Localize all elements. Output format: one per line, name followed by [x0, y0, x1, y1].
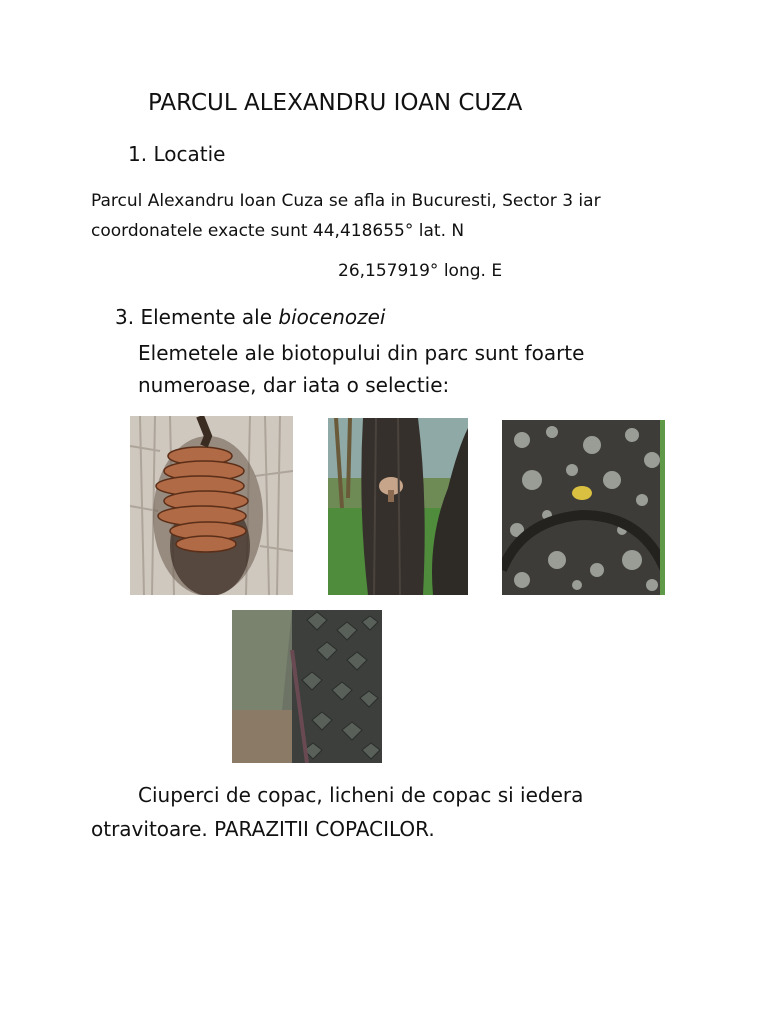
- photo-tree-lichen: [502, 420, 665, 595]
- intro-paragraph: Elemetele ale biotopului din parc sunt foarte numeroase, dar iata o selectie:: [138, 341, 585, 397]
- photo-ivy: [232, 610, 382, 763]
- page-title: PARCUL ALEXANDRU IOAN CUZA: [148, 90, 523, 116]
- section-label: Locatie: [153, 142, 226, 166]
- photo-trunk-mushroom: [328, 418, 468, 595]
- longitude-line: 26,157919° long. E: [338, 261, 503, 281]
- section-heading-biocenosis: [115, 305, 385, 329]
- section-number: 3.: [115, 305, 135, 329]
- section-number: 1.: [128, 142, 148, 166]
- photo-tree-fungus: [130, 416, 293, 595]
- caption-paragraph: Ciuperci de copac, licheni de copac si iedera otravitoare. PARAZITII COPACILOR.: [91, 783, 584, 841]
- section-label-italic: biocenozei: [278, 305, 386, 329]
- location-paragraph: Parcul Alexandru Ioan Cuza se afla in Bucuresti, Sector 3 iar coordonatele exacte sunt 44,418655° lat. N: [91, 191, 601, 241]
- section-label: Elemente ale: [140, 305, 273, 329]
- section-heading-location: [128, 142, 225, 166]
